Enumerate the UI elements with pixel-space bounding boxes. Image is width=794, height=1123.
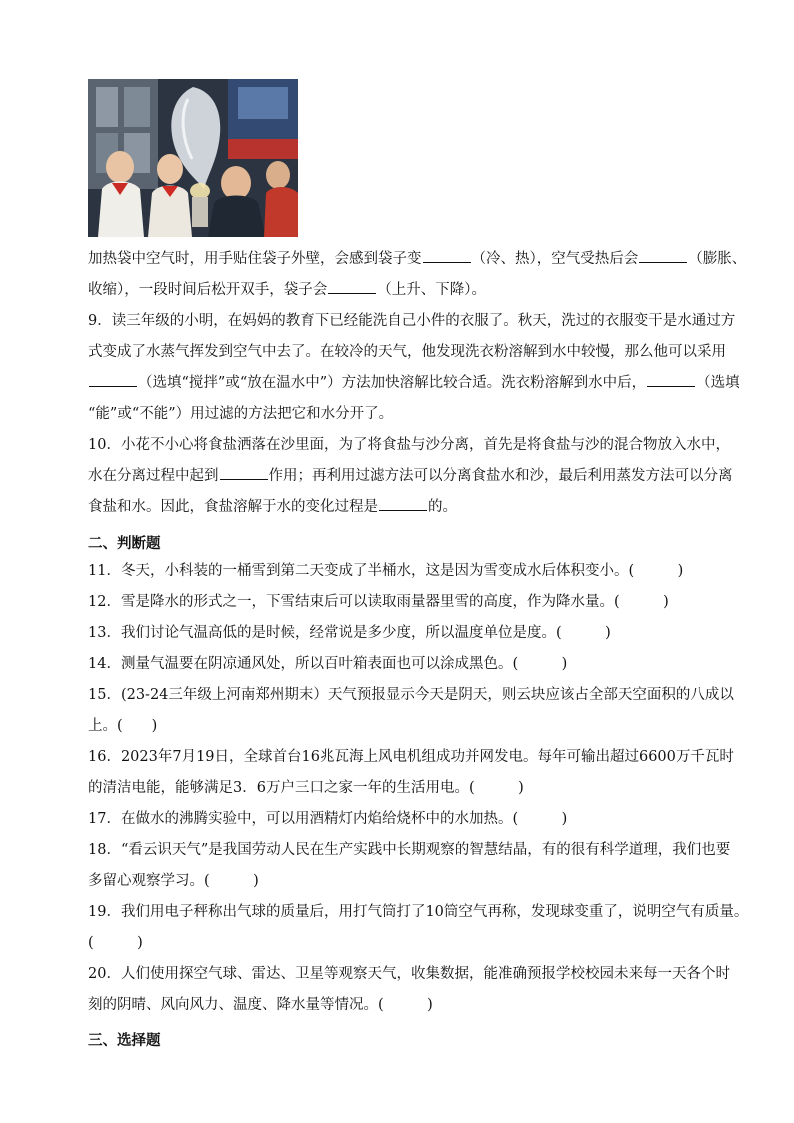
answer-blank[interactable]: [379, 495, 427, 511]
question-15: 15．(23-24三年级上河南郑州期末）天气预报显示今天是阴天，则云块应该占全部天空面积的八成以 上。( ): [88, 687, 734, 734]
q9-line-3: （选填“搅拌”或“放在温水中”）方法加快溶解比较合适。洗衣粉溶解到水中后， （选填: [88, 368, 714, 399]
question-20: 20．人们使用探空气球、雷达、卫星等观察天气，收集数据，能准确预报学校校园未来每一天各个时 刻的阴晴、风向风力、温度、降水量等情况。( ): [88, 966, 730, 1013]
experiment-photo: [88, 79, 298, 237]
question-12: 12．雪是降水的形式之一，下雪结束后可以读取雨量器里雪的高度，作为降水量。( ): [88, 594, 669, 610]
question-16: 16．2023年7月19日，全球首台16兆瓦海上风电机组成功并网发电。每年可输出超过6600万千瓦时 的清洁电能，能够满足3．6万户三口之家一年的生活用电。( ): [88, 749, 734, 796]
q10-line-3: 食盐和水。因此，食盐溶解于水的变化过程是 的。: [88, 492, 714, 523]
question-14: 14．测量气温要在阴凉通风处，所以百叶箱表面也可以涂成黑色。( ): [88, 656, 568, 672]
question-13: 13．我们讨论气温高低的是时候，经常说是多少度，所以温度单位是度。( ): [88, 625, 611, 641]
question-18: 18．“看云识天气”是我国劳动人民在生产实践中长期观察的智慧结晶，有的很有科学道理，我们也要 多留心观察学习。( ): [88, 842, 731, 889]
q10-line-2: 水在分离过程中起到 作用；再利用过滤方法可以分离食盐水和沙，最后利用蒸发方法可以分离: [88, 461, 714, 492]
answer-blank[interactable]: [639, 247, 687, 263]
answer-blank[interactable]: [647, 371, 695, 387]
answer-blank[interactable]: [423, 247, 471, 263]
q10-line-1: 10．小花不小心将食盐洒落在沙里面，为了将食盐与沙分离，首先是将食盐与沙的混合物放入水中，: [88, 437, 730, 453]
judgment-list: [88, 556, 714, 680]
question-9: [88, 306, 740, 430]
q8-line-2: 收缩），一段时间后松开双手，袋子会 （上升、下降）。: [88, 275, 714, 306]
answer-blank[interactable]: [220, 464, 268, 480]
q8-line-1: 加热袋中空气时，用手贴住袋子外壁，会感到袋子变 （冷、热），空气受热后会 （膨胀、: [88, 244, 714, 275]
answer-blank[interactable]: [328, 278, 376, 294]
question-17: 17．在做水的沸腾实验中，可以用酒精灯内焰给烧杯中的水加热。( ): [88, 811, 568, 827]
q9-line-4: “能”或“不能”）用过滤的方法把它和水分开了。: [88, 406, 394, 422]
section-heading-judgment: 二、判断题: [88, 536, 161, 552]
question-19: 19．我们用电子秤称出气球的质量后，用打气筒打了10筒空气再称，发现球变重了，说明空气有质量。 ( ): [88, 904, 749, 951]
question-11: 11．冬天，小科装的一桶雪到第二天变成了半桶水，这是因为雪变成水后体积变小。( ): [88, 563, 684, 579]
question-10: [88, 430, 733, 523]
answer-blank[interactable]: [89, 371, 137, 387]
section-heading-choice: 三、选择题: [88, 1033, 161, 1049]
question-8-tail: [88, 244, 747, 306]
q9-line-2: 式变成了水蒸气挥发到空气中去了。在较冷的天气，他发现洗衣粉溶解到水中较慢，那么他可以采用: [88, 344, 726, 360]
q9-line-1: 9．读三年级的小明，在妈妈的教育下已经能洗自己小件的衣服了。秋天，洗过的衣服变干是水通过方: [88, 313, 736, 329]
